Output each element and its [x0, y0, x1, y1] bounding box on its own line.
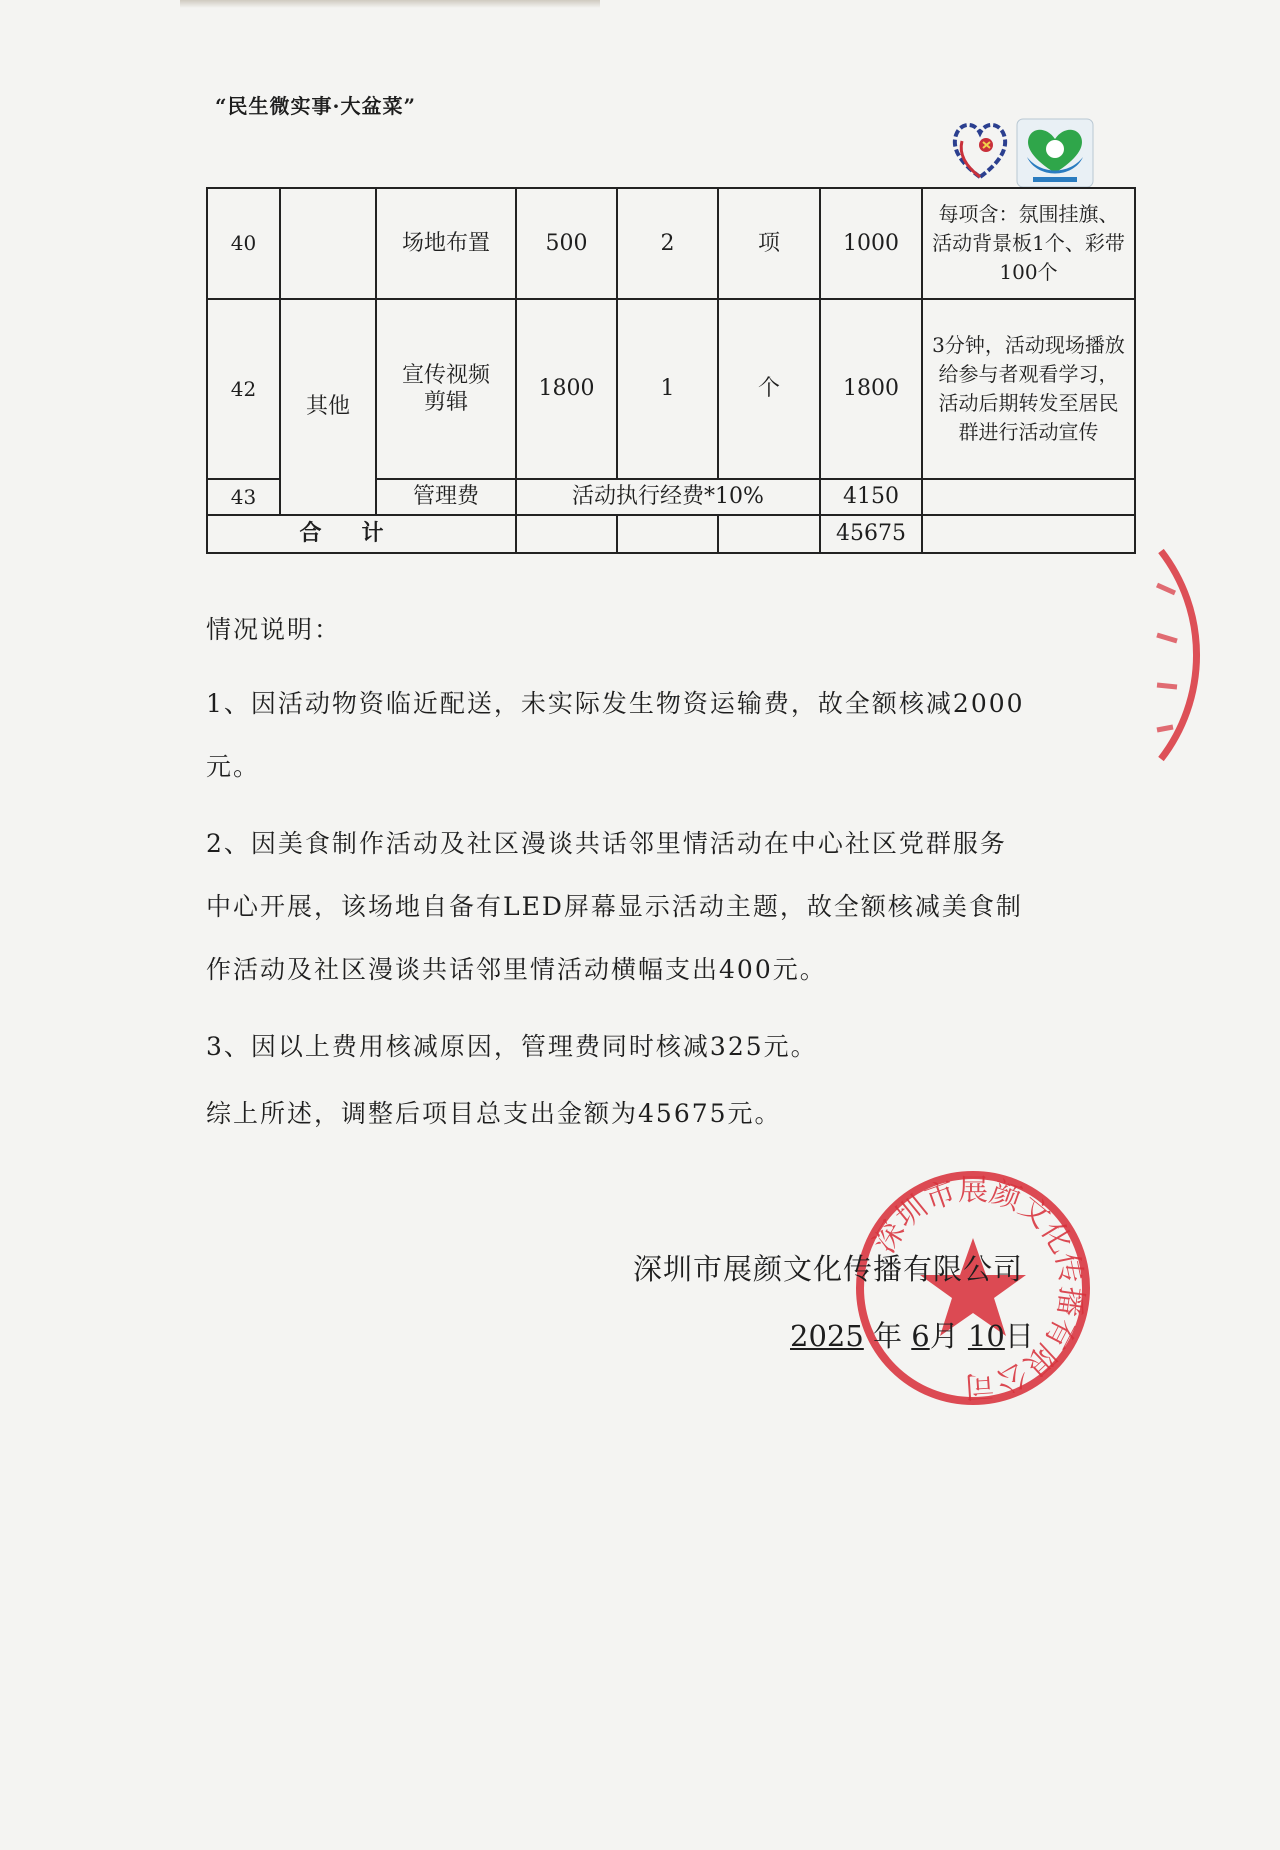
- table-row: [207, 188, 1135, 299]
- date-year-suffix: 年: [873, 1319, 903, 1353]
- company-signature: 深圳市展颜文化传播有限公司: [633, 1252, 1024, 1286]
- row-category: [280, 188, 376, 299]
- row-price: 500: [516, 188, 617, 299]
- empty-cell: [516, 515, 617, 553]
- empty-cell: [617, 515, 718, 553]
- empty-cell: [922, 515, 1135, 553]
- row-amount: 4150: [820, 479, 922, 515]
- row-index: 40: [207, 188, 280, 299]
- explanation-summary: 综上所述，调整后项目总支出金额为45675元。: [206, 1099, 782, 1128]
- budget-table: [206, 187, 1136, 554]
- text-line: 1、因活动物资临近配送，未实际发生物资运输费，故全额核减2000: [206, 689, 1025, 718]
- row-item-line: 剪辑: [423, 390, 468, 415]
- date-month: 6: [911, 1319, 930, 1353]
- row-note: 3分钟，活动现场播放给参与者观看学习，活动后期转发至居民群进行活动宣传: [922, 299, 1135, 479]
- date-day-suffix: 日: [1004, 1319, 1034, 1353]
- row-index: 43: [207, 479, 280, 515]
- row-unit: 个: [718, 299, 820, 479]
- table-row: [207, 299, 1135, 479]
- date-day: 10: [967, 1319, 1005, 1353]
- partial-seal-stamp: [1155, 545, 1215, 765]
- row-formula: 活动执行经费*10%: [516, 479, 820, 515]
- header-quote: “民生微实事·大盆菜”: [215, 94, 416, 118]
- text-line: 元。: [206, 752, 261, 781]
- row-price: 1800: [516, 299, 617, 479]
- signature-date: [790, 1314, 1034, 1355]
- explanation-heading: 情况说明：: [206, 615, 342, 644]
- date-year: 2025: [790, 1319, 864, 1353]
- row-item: 场地布置: [376, 188, 516, 299]
- explanation-item-2: [206, 812, 1086, 1001]
- row-note: [922, 479, 1135, 515]
- text-line: 3、因以上费用核减原因，管理费同时核减325元。: [206, 1032, 818, 1061]
- row-note: 每项含：氛围挂旗、活动背景板1个、彩带100个: [922, 188, 1135, 299]
- row-item-line: 宣传视频: [401, 362, 490, 388]
- total-row: [207, 515, 1135, 553]
- logos: [950, 115, 1100, 190]
- row-item: [376, 299, 516, 479]
- row-amount: 1000: [820, 188, 922, 299]
- total-amount: 45675: [820, 515, 922, 553]
- explanation-section: [206, 610, 1086, 1145]
- explanation-item-1: [206, 672, 1086, 798]
- row-unit: 项: [718, 188, 820, 299]
- row-qty: 1: [617, 299, 718, 479]
- text-line: 2、因美食制作活动及社区漫谈共话邻里情活动在中心社区党群服务: [206, 829, 1007, 858]
- community-badge-icon: [1015, 117, 1095, 189]
- total-label: 合计: [207, 515, 516, 553]
- svg-text:深圳市展颜文化传播有限公司: 深圳市展颜文化传播有限公司: [866, 1172, 1089, 1404]
- explanation-item-3: [206, 1015, 1086, 1078]
- row-amount: 1800: [820, 299, 922, 479]
- page-top-shadow: [180, 0, 600, 8]
- empty-cell: [718, 515, 820, 553]
- company-seal-stamp: [848, 1163, 1098, 1413]
- row-item: 管理费: [376, 479, 516, 515]
- heart-logo-icon: [950, 115, 1010, 187]
- row-index: 42: [207, 299, 280, 479]
- text-line: 中心开展，该场地自备有LED屏幕显示活动主题，故全额核减美食制: [206, 892, 1023, 921]
- text-line: 作活动及社区漫谈共话邻里情活动横幅支出400元。: [206, 955, 827, 984]
- row-category: 其他: [280, 299, 376, 515]
- row-qty: 2: [617, 188, 718, 299]
- date-month-suffix: 月: [929, 1319, 959, 1353]
